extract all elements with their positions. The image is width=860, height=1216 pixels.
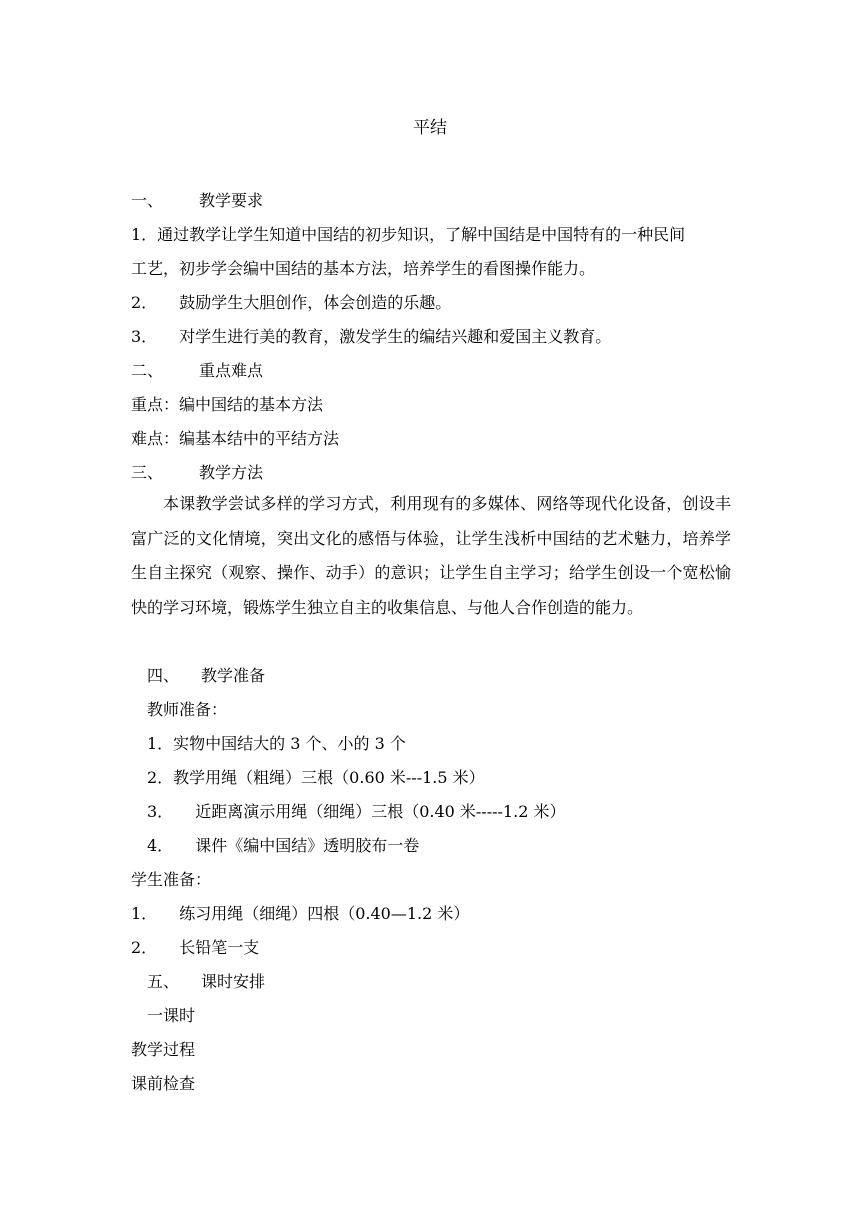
section-title: 教学方法: [199, 463, 264, 482]
section-heading-2: [131, 358, 263, 384]
teacher-prep-item-4: [147, 833, 419, 859]
item-text: 对学生进行美的教育，激发学生的编结兴趣和爱国主义教育。: [179, 327, 612, 346]
section-heading-3: [131, 460, 263, 486]
student-prep-item-1: [131, 901, 469, 927]
section-heading-4: [147, 663, 265, 689]
requirement-item-3: [131, 324, 611, 350]
difficulty-point: 难点：编基本结中的平结方法: [131, 429, 340, 448]
requirement-item-2: [131, 290, 451, 316]
pre-class-check-label: 课前检查: [131, 1074, 196, 1093]
student-prep-item-2: [131, 935, 259, 961]
section-number: 五、: [147, 972, 180, 991]
teacher-prep-label: 教师准备：: [147, 700, 228, 719]
teacher-prep-item-1: 1．实物中国结大的 3 个、小的 3 个: [147, 734, 406, 753]
item-number: 3．: [131, 327, 158, 346]
lesson-count: 一课时: [147, 1006, 196, 1025]
item-number: 1．: [131, 904, 158, 923]
section-title: 课时安排: [201, 972, 266, 991]
item-number: 2．: [131, 938, 158, 957]
section-number: 四、: [147, 666, 180, 685]
item-number: 2．: [131, 293, 158, 312]
teaching-process-label: 教学过程: [131, 1040, 196, 1059]
item-number: 3．: [147, 802, 174, 821]
student-prep-label: 学生准备：: [131, 870, 212, 889]
item-text: 课件《编中国结》透明胶布一卷: [195, 836, 420, 855]
section-number: 二、: [131, 361, 164, 380]
requirement-item-1-line-2: 工艺，初步学会编中国结的基本方法，培养学生的看图操作能力。: [131, 259, 596, 278]
teaching-method-paragraph: 本课教学尝试多样的学习方式，利用现有的多媒体、网络等现代化设备，创设丰富广泛的文化情境，突出文化的感悟与体验，让学生浅析中国结的艺术魅力，培养学生自主探究（观察、操作、动手）的意识；让学生自主学习；给学生创设一个宽松愉快的学习环境，锻炼学生独立自主的收集信息、与他人合作创造的能力。: [131, 494, 731, 617]
section-title: 教学要求: [199, 191, 264, 210]
requirement-item-1-line-1: 1．通过教学让学生知道中国结的初步知识，了解中国结是中国特有的一种民间: [131, 225, 686, 244]
teacher-prep-item-2: 2．教学用绳（粗绳）三根（0.60 米---1.5 米）: [147, 768, 485, 787]
document-title: 平结: [413, 118, 447, 138]
section-title: 重点难点: [199, 361, 264, 380]
section-number: 三、: [131, 463, 164, 482]
item-text: 练习用绳（细绳）四根（0.40—1.2 米）: [179, 904, 470, 923]
key-point: 重点：编中国结的基本方法: [131, 395, 324, 414]
item-text: 长铅笔一支: [179, 938, 260, 957]
section-heading-1: [131, 188, 263, 214]
section-title: 教学准备: [201, 666, 266, 685]
item-text: 鼓励学生大胆创作，体会创造的乐趣。: [179, 293, 452, 312]
item-text: 近距离演示用绳（细绳）三根（0.40 米-----1.2 米）: [195, 802, 566, 821]
teacher-prep-item-3: [147, 799, 565, 825]
section-heading-5: [147, 969, 265, 995]
section-number: 一、: [131, 191, 164, 210]
item-number: 4．: [147, 836, 174, 855]
